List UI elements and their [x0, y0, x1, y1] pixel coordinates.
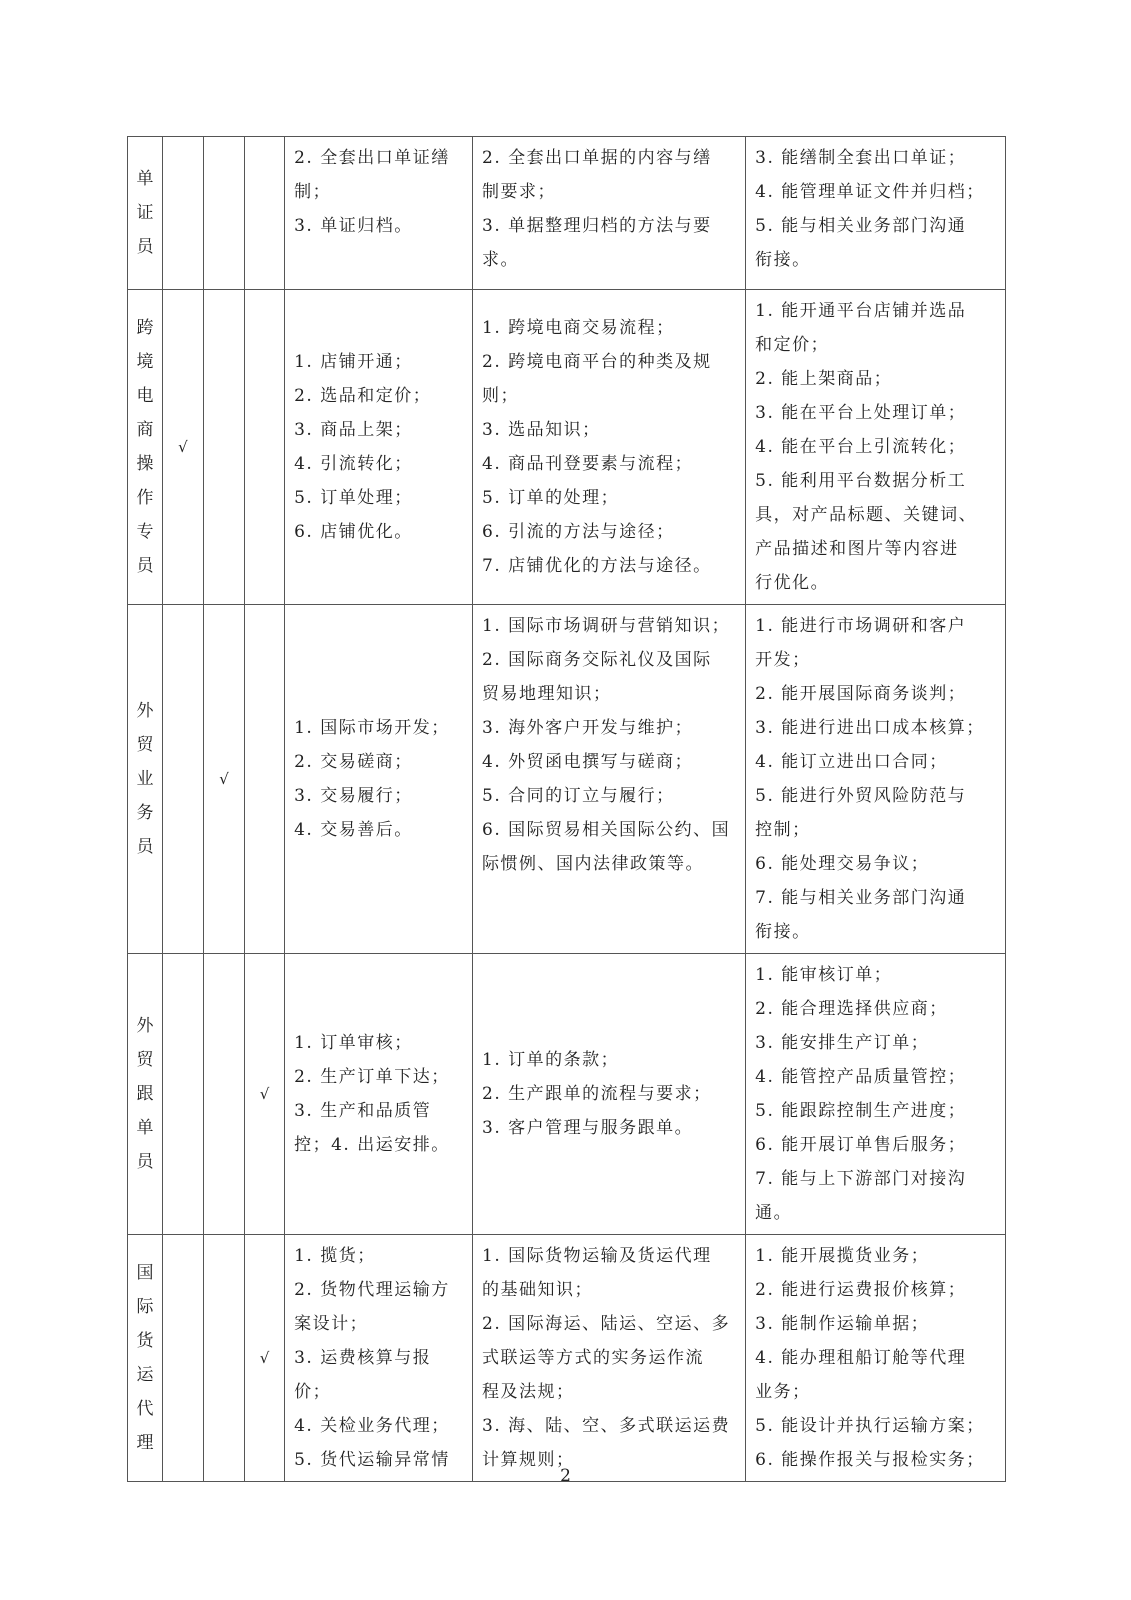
page-number: 2	[560, 1466, 571, 1486]
knowledge-line: 5. 合同的订立与履行；	[482, 786, 675, 806]
abilities-line: 4. 能管理单证文件并归档；	[755, 182, 985, 202]
tasks-line: 3. 商品上架；	[294, 420, 413, 440]
tasks-line: 3. 运费核算与报	[294, 1348, 432, 1368]
abilities-line: 2. 能上架商品；	[755, 369, 893, 389]
level-check-cell	[162, 605, 203, 954]
abilities-line: 产品描述和图片等内容进	[755, 539, 959, 559]
knowledge-line: 1. 订单的条款；	[482, 1050, 620, 1070]
role-char: 员	[136, 237, 154, 257]
knowledge-line: 2. 国际海运、陆运、空运、多	[482, 1314, 731, 1334]
tasks-line: 4. 引流转化；	[294, 454, 413, 474]
abilities-line: 衔接。	[755, 922, 811, 942]
level-check-cell: √	[162, 290, 203, 605]
knowledge-line: 计算规则；	[482, 1450, 575, 1470]
level-check-cell	[203, 290, 244, 605]
knowledge-line: 2. 国际商务交际礼仪及国际	[482, 650, 712, 670]
abilities-line: 具，对产品标题、关键词、	[755, 505, 978, 525]
role-char: 贸	[136, 1050, 154, 1070]
knowledge-cell	[473, 605, 746, 954]
table-row	[128, 605, 1006, 954]
knowledge-line: 式联运等方式的实务运作流	[482, 1348, 704, 1368]
abilities-line: 3. 能缮制全套出口单证；	[755, 148, 967, 168]
abilities-line: 5. 能进行外贸风险防范与	[755, 786, 967, 806]
knowledge-line: 际惯例、国内法律政策等。	[482, 854, 704, 874]
tasks-line: 3. 单证归档。	[294, 216, 413, 236]
abilities-line: 2. 能进行运费报价核算；	[755, 1280, 967, 1300]
level-check-cell: √	[245, 954, 285, 1235]
knowledge-cell	[473, 290, 746, 605]
abilities-line: 衔接。	[755, 250, 811, 270]
role-cell	[128, 954, 163, 1235]
role-char: 员	[136, 1152, 154, 1172]
abilities-line: 6. 能操作报关与报检实务；	[755, 1450, 985, 1470]
abilities-line: 5. 能跟踪控制生产进度；	[755, 1101, 967, 1121]
abilities-line: 7. 能与上下游部门对接沟	[755, 1169, 967, 1189]
knowledge-line: 2. 生产跟单的流程与要求；	[482, 1084, 712, 1104]
knowledge-line: 制要求；	[482, 182, 556, 202]
tasks-line: 控；4. 出运安排。	[294, 1135, 450, 1155]
knowledge-line: 3. 选品知识；	[482, 420, 601, 440]
abilities-cell	[746, 954, 1006, 1235]
role-cell	[128, 137, 163, 290]
abilities-line: 3. 能在平台上处理订单；	[755, 403, 967, 423]
knowledge-line: 3. 客户管理与服务跟单。	[482, 1118, 694, 1138]
knowledge-line: 1. 国际市场调研与营销知识；	[482, 616, 731, 636]
knowledge-line: 1. 国际货物运输及货运代理	[482, 1246, 712, 1266]
role-char: 国	[136, 1263, 154, 1283]
table-row	[128, 290, 1006, 605]
role-char: 证	[136, 203, 154, 223]
abilities-cell	[746, 1235, 1006, 1482]
abilities-cell	[746, 137, 1006, 290]
role-char: 业	[136, 769, 154, 789]
abilities-line: 5. 能设计并执行运输方案；	[755, 1416, 985, 1436]
role-char: 电	[136, 386, 154, 406]
knowledge-cell	[473, 954, 746, 1235]
role-char: 单	[136, 1118, 154, 1138]
tasks-line: 2. 交易磋商；	[294, 752, 413, 772]
role-char: 务	[136, 803, 154, 823]
knowledge-cell	[473, 1235, 746, 1482]
knowledge-line: 2. 全套出口单据的内容与缮	[482, 148, 712, 168]
abilities-cell	[746, 290, 1006, 605]
abilities-line: 5. 能与相关业务部门沟通	[755, 216, 967, 236]
level-check-cell	[245, 290, 285, 605]
role-char: 运	[136, 1365, 154, 1385]
abilities-line: 1. 能审核订单；	[755, 965, 893, 985]
abilities-line: 业务；	[755, 1382, 811, 1402]
role-char: 单	[136, 169, 154, 189]
level-check-cell	[203, 137, 244, 290]
level-check-cell	[162, 1235, 203, 1482]
level-check-cell	[203, 1235, 244, 1482]
tasks-line: 2. 全套出口单证缮	[294, 148, 450, 168]
knowledge-cell	[473, 137, 746, 290]
abilities-cell	[746, 605, 1006, 954]
knowledge-line: 3. 海、陆、空、多式联运运费	[482, 1416, 731, 1436]
tasks-cell	[285, 290, 473, 605]
tasks-cell	[285, 605, 473, 954]
role-cell	[128, 605, 163, 954]
role-char: 跟	[136, 1084, 154, 1104]
tasks-cell	[285, 137, 473, 290]
role-char: 员	[136, 837, 154, 857]
tasks-line: 4. 交易善后。	[294, 820, 413, 840]
knowledge-line: 3. 单据整理归档的方法与要	[482, 216, 712, 236]
role-char: 跨	[136, 318, 154, 338]
knowledge-line: 7. 店铺优化的方法与途径。	[482, 556, 712, 576]
tasks-line: 1. 国际市场开发；	[294, 718, 450, 738]
role-char: 操	[136, 454, 154, 474]
tasks-line: 3. 生产和品质管	[294, 1101, 432, 1121]
role-char: 作	[136, 488, 154, 508]
abilities-line: 6. 能开展订单售后服务；	[755, 1135, 967, 1155]
knowledge-line: 的基础知识；	[482, 1280, 593, 1300]
knowledge-line: 1. 跨境电商交易流程；	[482, 318, 675, 338]
knowledge-line: 5. 订单的处理；	[482, 488, 620, 508]
level-check-cell	[203, 954, 244, 1235]
abilities-line: 开发；	[755, 650, 811, 670]
abilities-line: 6. 能处理交易争议；	[755, 854, 930, 874]
tasks-line: 1. 店铺开通；	[294, 352, 413, 372]
abilities-line: 1. 能开展揽货业务；	[755, 1246, 930, 1266]
table-row	[128, 1235, 1006, 1482]
abilities-line: 2. 能合理选择供应商；	[755, 999, 948, 1019]
role-char: 外	[136, 1016, 154, 1036]
abilities-line: 4. 能办理租船订舱等代理	[755, 1348, 967, 1368]
role-char: 境	[136, 352, 154, 372]
knowledge-line: 6. 引流的方法与途径；	[482, 522, 675, 542]
role-char: 商	[136, 420, 154, 440]
knowledge-line: 3. 海外客户开发与维护；	[482, 718, 694, 738]
abilities-line: 3. 能制作运输单据；	[755, 1314, 930, 1334]
level-check-cell	[245, 137, 285, 290]
role-char: 理	[136, 1433, 154, 1453]
level-check-cell	[245, 605, 285, 954]
tasks-line: 4. 关检业务代理；	[294, 1416, 450, 1436]
knowledge-line: 4. 商品刊登要素与流程；	[482, 454, 694, 474]
role-cell	[128, 290, 163, 605]
tasks-line: 5. 货代运输异常情	[294, 1450, 450, 1470]
knowledge-line: 4. 外贸函电撰写与磋商；	[482, 752, 694, 772]
abilities-line: 通。	[755, 1203, 793, 1223]
job-skills-table	[127, 136, 1006, 1482]
abilities-line: 1. 能进行市场调研和客户	[755, 616, 967, 636]
tasks-line: 价；	[294, 1382, 332, 1402]
tasks-line: 1. 订单审核；	[294, 1033, 413, 1053]
role-char: 代	[136, 1399, 154, 1419]
abilities-line: 5. 能利用平台数据分析工	[755, 471, 967, 491]
level-check-cell: √	[245, 1235, 285, 1482]
abilities-line: 4. 能订立进出口合同；	[755, 752, 948, 772]
knowledge-line: 2. 跨境电商平台的种类及规	[482, 352, 712, 372]
abilities-line: 4. 能在平台上引流转化；	[755, 437, 967, 457]
abilities-line: 1. 能开通平台店铺并选品	[755, 301, 967, 321]
abilities-line: 3. 能进行进出口成本核算；	[755, 718, 985, 738]
role-cell	[128, 1235, 163, 1482]
abilities-line: 3. 能安排生产订单；	[755, 1033, 930, 1053]
tasks-line: 1. 揽货；	[294, 1246, 376, 1266]
tasks-line: 案设计；	[294, 1314, 369, 1334]
role-char: 专	[136, 522, 154, 542]
table-row	[128, 954, 1006, 1235]
abilities-line: 7. 能与相关业务部门沟通	[755, 888, 967, 908]
role-char: 际	[136, 1297, 154, 1317]
level-check-cell: √	[203, 605, 244, 954]
tasks-line: 制；	[294, 182, 332, 202]
role-char: 员	[136, 556, 154, 576]
abilities-line: 和定价；	[755, 335, 830, 355]
tasks-cell	[285, 954, 473, 1235]
knowledge-line: 则；	[482, 386, 519, 406]
knowledge-line: 求。	[482, 250, 519, 270]
knowledge-line: 贸易地理知识；	[482, 684, 612, 704]
abilities-line: 2. 能开展国际商务谈判；	[755, 684, 967, 704]
tasks-line: 6. 店铺优化。	[294, 522, 413, 542]
tasks-line: 5. 订单处理；	[294, 488, 413, 508]
tasks-line: 2. 生产订单下达；	[294, 1067, 450, 1087]
tasks-line: 2. 选品和定价；	[294, 386, 432, 406]
table-row	[128, 137, 1006, 290]
role-char: 外	[136, 701, 154, 721]
role-char: 贸	[136, 735, 154, 755]
role-char: 货	[136, 1331, 154, 1351]
knowledge-line: 6. 国际贸易相关国际公约、国	[482, 820, 731, 840]
level-check-cell	[162, 137, 203, 290]
knowledge-line: 程及法规；	[482, 1382, 575, 1402]
tasks-cell	[285, 1235, 473, 1482]
abilities-line: 行优化。	[755, 573, 830, 593]
abilities-line: 4. 能管控产品质量管控；	[755, 1067, 967, 1087]
tasks-line: 2. 货物代理运输方	[294, 1280, 450, 1300]
level-check-cell	[162, 954, 203, 1235]
tasks-line: 3. 交易履行；	[294, 786, 413, 806]
abilities-line: 控制；	[755, 820, 811, 840]
